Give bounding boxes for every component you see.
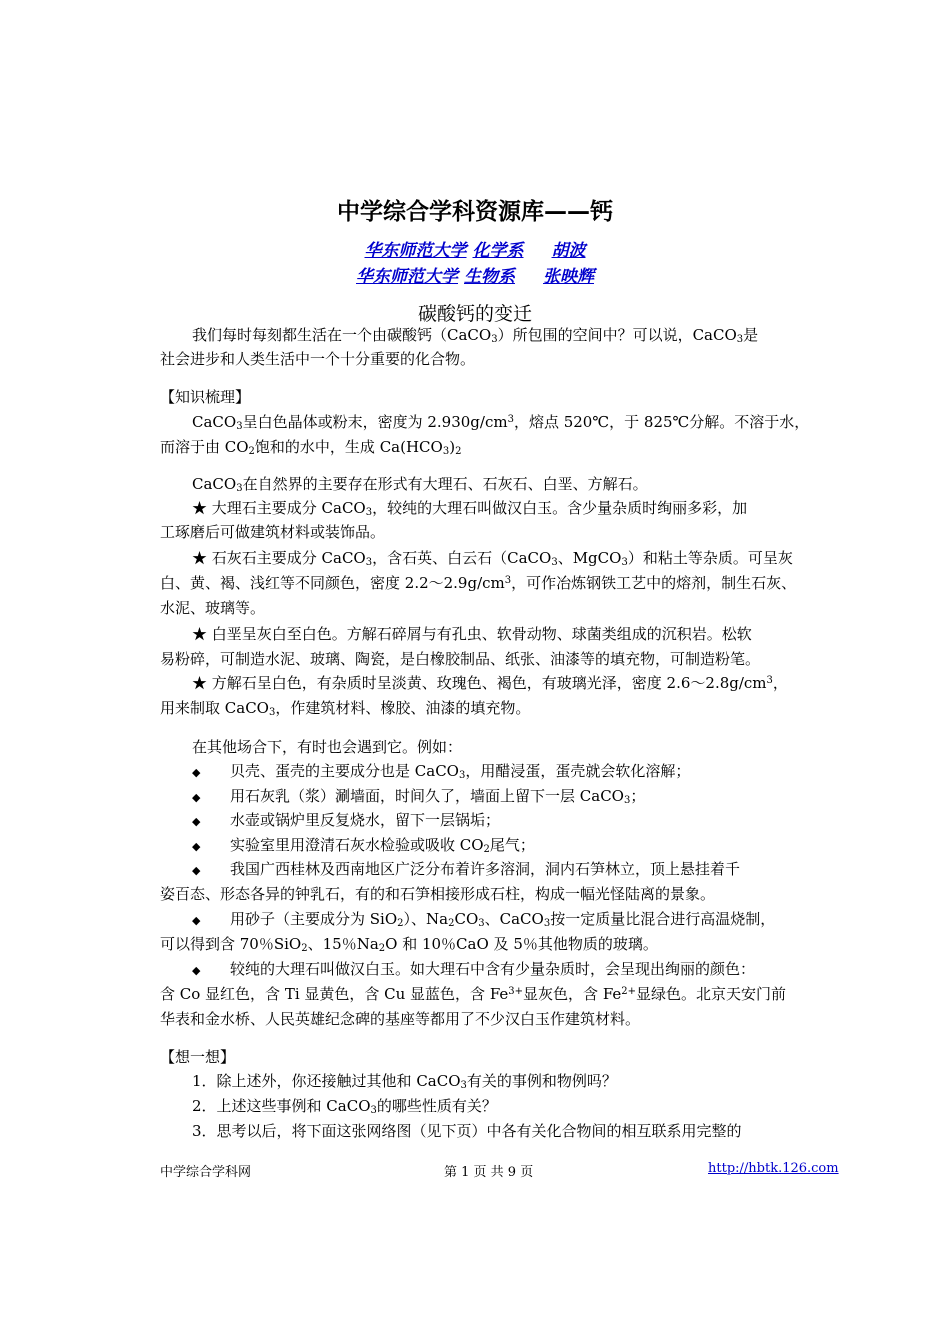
- footer-site-name: 中学综合学科网: [160, 1165, 252, 1180]
- page-title: 中学综合学科资源库——钙: [337, 199, 613, 225]
- bullet-item-7-line-2: 含 Co 显红色，含 Ti 显黄色，含 Cu 显蓝色，含 $Fe^{3+}$显灰色，含 $Fe^{2+}$显绿色。北京天安门前: [160, 985, 787, 1003]
- author-line-1: [0, 236, 950, 261]
- question-1: 1．除上述外，你还接触过其他和 CaCO$_3$有关的事例和物例吗？: [192, 1072, 617, 1091]
- diamond-bullet-icon: ◆: [192, 840, 201, 853]
- question-3: 3．思考以后，将下面这张网络图（见下页）中各有关化合物间的相互联系用完整的: [192, 1122, 742, 1140]
- limestone-line-1: ★ 石灰石主要成分 CaCO$_3$，含石英、白云石（CaCO$_3$、MgCO$_3$）和粘土等杂质。可呈灰: [192, 549, 793, 568]
- bullet-item-2: ◆ 用石灰乳（浆）涮墙面，时间久了，墙面上留下一层 CaCO$_3$；: [192, 787, 646, 806]
- author-2-department[interactable]: 生物系: [464, 267, 515, 287]
- bullet-item-6-line-2: 可以得到含 70％SiO$_2$、15％$Na_2O$ 和 10％CaO 及 5％其他物质的玻璃。: [160, 935, 658, 954]
- marble-line-2: 工琢磨后可做建筑材料或装饰品。: [160, 523, 386, 541]
- diamond-bullet-icon: ◆: [192, 864, 201, 877]
- bullet-item-7-line-1: ◆ 较纯的大理石叫做汉白玉。如大理石中含有少量杂质时，会呈现出绚丽的颜色：: [192, 959, 755, 981]
- calcite-line-1: ★ 方解石呈白色，有杂质时呈淡黄、玫瑰色、褐色，有玻璃光泽，密度 $2.6\sim 2.8g/cm^3$，: [192, 674, 788, 692]
- bullet-item-3: ◆ 水壶或锅炉里反复烧水，留下一层锅垢；: [192, 810, 500, 832]
- diamond-bullet-icon: ◆: [192, 914, 201, 927]
- property-line-2: 而溶于由 $CO_2$饱和的水中，生成 $Ca(HCO_3)_2$: [160, 438, 462, 457]
- author-1-department[interactable]: 化学系: [472, 241, 524, 261]
- nature-forms-line: CaCO$_3$在自然界的主要存在形式有大理石、石灰石、白垩、方解石。: [192, 475, 648, 494]
- section-heading-knowledge: 【知识梳理】: [160, 388, 251, 406]
- other-occasions-intro: 在其他场合下，有时也会遇到它。例如：: [192, 738, 463, 756]
- author-2-name[interactable]: 张映辉: [543, 267, 594, 287]
- bullet-item-6-line-1: ◆ 用砂子（主要成分为 SiO$_2$）、$Na_2CO_3$、CaCO$_3$按一定质量比混合进行高温烧制，: [192, 910, 776, 929]
- bullet-item-1: ◆ 贝壳、蛋壳的主要成分也是 CaCO$_3$，用醋浸蛋，蛋壳就会软化溶解；: [192, 762, 691, 781]
- author-line-2: [0, 262, 950, 287]
- bullet-item-5-line-1: ◆ 我国广西桂林及西南地区广泛分布着许多溶洞，洞内石笋林立，顶上悬挂着千: [192, 859, 740, 881]
- diamond-bullet-icon: ◆: [192, 815, 201, 828]
- author-1-name[interactable]: 胡波: [551, 241, 586, 261]
- diamond-bullet-icon: ◆: [192, 766, 201, 779]
- section-heading-think: 【想一想】: [160, 1048, 236, 1066]
- chalk-line-1: ★ 白垩呈灰白至白色。方解石碎屑与有孔虫、软骨动物、球菌类组成的沉积岩。松软: [192, 625, 752, 643]
- intro-line-1: 我们每时每刻都生活在一个由碳酸钙（CaCO$_3$）所包围的空间中？可以说，CaCO$_3$是: [192, 326, 759, 345]
- footer-page-number: 第 1 页 共 9 页: [444, 1165, 534, 1180]
- limestone-line-3: 水泥、玻璃等。: [160, 599, 266, 617]
- bullet-item-5-line-2: 姿百态、形态各异的钟乳石，有的和石笋相接形成石柱，构成一幅光怪陆离的景象。: [160, 885, 716, 903]
- diamond-bullet-icon: ◆: [192, 964, 201, 977]
- chalk-line-2: 易粉碎，可制造水泥、玻璃、陶瓷，是白橡胶制品、纸张、油漆等的填充物，可制造粉笔。: [160, 650, 761, 668]
- diamond-bullet-icon: ◆: [192, 791, 201, 804]
- footer-url-link[interactable]: http://hbtk.126.com: [708, 1161, 839, 1176]
- bullet-item-7-line-3: 华表和金水桥、人民英雄纪念碑的基座等都用了不少汉白玉作建筑材料。: [160, 1010, 641, 1028]
- bullet-item-4: ◆ 实验室里用澄清石灰水检验或吸收 $CO_2$尾气；: [192, 836, 535, 855]
- author-2-university[interactable]: 华东师范大学: [356, 267, 458, 287]
- limestone-line-2: 白、黄、褐、浅红等不同颜色，密度 $2.2\sim 2.9g/cm^3$，可作冶炼钢铁工艺中的熔剂，制生石灰、: [160, 574, 797, 592]
- author-1-university[interactable]: 华东师范大学: [364, 241, 467, 261]
- calcite-line-2: 用来制取 CaCO$_3$，作建筑材料、橡胶、油漆的填充物。: [160, 699, 531, 718]
- article-subtitle: 碳酸钙的变迁: [417, 303, 532, 325]
- question-2: 2．上述这些事例和 CaCO$_3$的哪些性质有关？: [192, 1097, 497, 1116]
- property-line-1: CaCO$_3$呈白色晶体或粉末，密度为 $2.930g/cm^3$，熔点 520℃，于 825℃分解。不溶于水，: [192, 413, 810, 432]
- intro-line-2: 社会进步和人类生活中一个十分重要的化合物。: [160, 350, 476, 368]
- marble-line-1: ★ 大理石主要成分 CaCO$_3$，较纯的大理石叫做汉白玉。含少量杂质时绚丽多彩，加: [192, 499, 748, 518]
